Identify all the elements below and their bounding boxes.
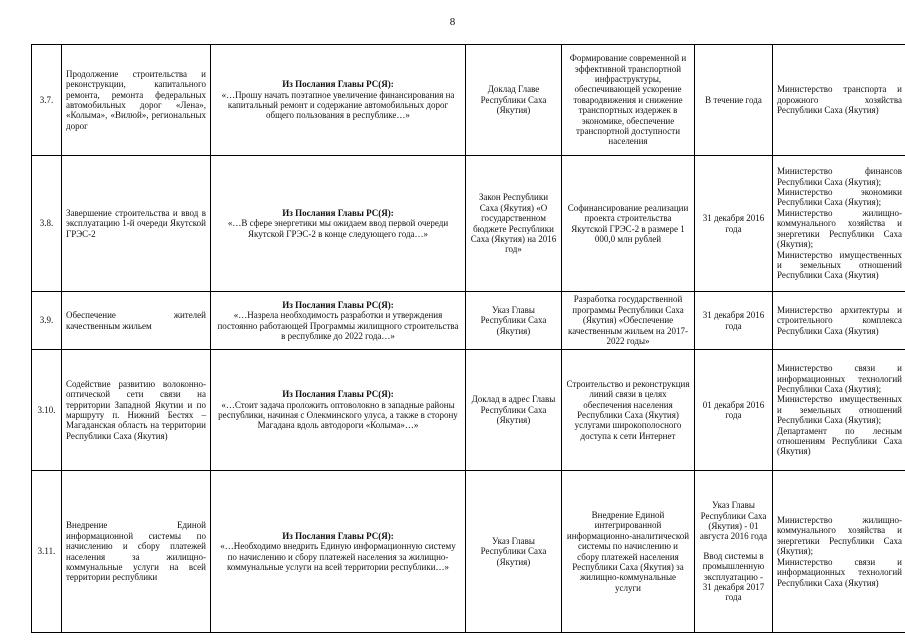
basis-cell: [211, 471, 466, 633]
basis-quote: «…Необходимо внедрить Единую информационную систему по начислению и сбору платежей населения за жилищно-коммунальные услуги на всей территории республики…»: [220, 541, 456, 572]
responsible-item: Министерство имущественных и земельных отношений Республики Саха (Якутия): [777, 249, 902, 281]
result-cell: Внедрение Единой интегрированной информационно-аналитической системы по начислению и сбору платежей населения Республики Саха (Якутия) за жилищно-коммунальные услуги: [562, 471, 695, 633]
responsible-cell: [773, 350, 905, 471]
responsible-item: Министерство жилищно-коммунального хозяйства и энергетики Республики Саха (Якутия);: [777, 207, 902, 250]
result-cell: Формирование современной и эффективной транспортной инфраструктуры, обеспечивающей ускорение товародвижения и снижение транспортных издержек в экономике, обеспечение транспортной доступности населения: [562, 45, 695, 156]
table-row: [32, 471, 905, 633]
row-number: 3.7.: [32, 45, 62, 156]
responsible-item: Министерство жилищно-коммунального хозяйства и энергетики Республики Саха (Якутия);: [777, 515, 902, 557]
result-cell: Софинансирование реализации проекта строительства Якутской ГРЭС-2 в размере 1 000,0 млн рублей: [562, 156, 695, 292]
deadline-cell: 31 декабря 2016 года: [695, 292, 773, 350]
deadline-cell: В течение года: [695, 45, 773, 156]
deadline-part: Указ Главы Республики Саха (Якутия) - 01 августа 2016 года: [699, 500, 768, 542]
basis-source: Из Послания Главы РС(Я):: [282, 207, 394, 218]
action-plan-table: [31, 44, 905, 633]
table-row: [32, 292, 905, 350]
document-cell: Доклад в адрес Главы Республики Саха (Якутия): [466, 350, 562, 471]
page-number: 8: [449, 16, 456, 28]
deadline-cell: 31 декабря 2016 года: [695, 156, 773, 292]
basis-quote: «…Стоит задача проложить оптоволокно в западные районы республики, начиная с Олекминского улуса, а также в сторону Магадана вдоль автодороги «Колыма»…»: [218, 399, 458, 431]
basis-cell: [211, 350, 466, 471]
task-cell: Содействие развитию волоконно-оптической сети связи на территории Западной Якутии и по маршруту п. Нижний Бестях – Магаданская область на территории Республики Саха (Якутия): [62, 350, 211, 471]
responsible-item: Министерство имущественных и земельных отношений Республики Саха (Якутия);: [777, 394, 902, 426]
responsible-cell: [773, 471, 905, 633]
task-cell: Внедрение Единой информационной системы по начислению и сбору платежей населения за жилищно-коммунальные услуги на всей территории республики: [62, 471, 211, 633]
basis-source: Из Послания Главы РС(Я):: [282, 299, 394, 310]
basis-quote: «…Назрела необходимость разработки и утверждения постоянно работающей Программы жилищного строительства в республике до 2022 года…»: [217, 310, 459, 341]
document-cell: Указ Главы Республики Саха (Якутия): [466, 471, 562, 633]
task-cell: Продолжение строительства и реконструкции, капитального ремонта, ремонта федеральных автомобильных дорог «Лена», «Колыма», «Вилюй», региональных дорог: [62, 45, 211, 156]
deadline-part: Ввод системы в промышленную эксплуатацию - 31 декабря 2017 года: [702, 550, 765, 603]
basis-cell: [211, 156, 466, 292]
table-row: [32, 350, 905, 471]
basis-cell: [211, 292, 466, 350]
responsible-item: Министерство связи и информационных технологий Республики Саха (Якутия): [777, 556, 902, 588]
row-number: 3.10.: [32, 350, 62, 471]
deadline-cell: 01 декабря 2016 года: [695, 350, 773, 471]
basis-source: Из Послания Главы РС(Я):: [282, 79, 394, 90]
document-cell: Указ Главы Республики Саха (Якутия): [466, 292, 562, 350]
responsible-cell: [773, 156, 905, 292]
responsible-cell: [773, 292, 905, 350]
basis-quote: «…Прошу начать поэтапное увеличение финансирования на капитальный ремонт и содержание автомобильных дорог общего пользования в республике…»: [221, 89, 455, 121]
table-row: [32, 45, 905, 156]
result-cell: Разработка государственной программы Республики Саха (Якутия) «Обеспечение качественным жильем на 2017-2022 годы»: [562, 292, 695, 350]
deadline-cell: [695, 471, 773, 633]
basis-source: Из Послания Главы РС(Я):: [282, 530, 394, 541]
basis-source: Из Послания Главы РС(Я):: [282, 389, 394, 400]
document-cell: Доклад Главе Республики Саха (Якутия): [466, 45, 562, 156]
table-row: [32, 156, 905, 292]
task-cell: Обеспечение жителей качественным жильем: [62, 292, 211, 350]
row-number: 3.8.: [32, 156, 62, 292]
responsible-item: Министерство финансов Республики Саха (Якутия);: [777, 166, 902, 187]
responsible-item: Министерство архитектуры и строительного комплекса Республики Саха (Якутия): [777, 304, 902, 336]
row-number: 3.9.: [32, 292, 62, 350]
responsible-item: Министерство связи и информационных технологий Республики Саха (Якутия);: [777, 363, 902, 394]
task-cell: Завершение строительства и ввод в эксплуатацию 1-й очереди Якутской ГРЭС-2: [62, 156, 211, 292]
document-cell: Закон Республики Саха (Якутия) «О государственном бюджете Республики Саха (Якутия) на 2016 год»: [466, 156, 562, 292]
basis-quote: «…В сфере энергетики мы ожидаем ввод первой очереди Якутской ГРЭС-2 в конце следующего года…»: [227, 218, 449, 239]
responsible-cell: [773, 45, 905, 156]
row-number: 3.11.: [32, 471, 62, 633]
responsible-item: Министерство экономики Республики Саха (Якутия);: [777, 187, 902, 208]
responsible-item: Департамент по лесным отношениям Республики Саха (Якутия): [777, 425, 902, 457]
responsible-item: Министерство транспорта и дорожного хозяйства Республики Саха (Якутия): [777, 84, 902, 116]
result-cell: Строительство и реконструкция линий связи в целях обеспечения населения Республики Саха (Якутия) услугами широкополосного доступа к сети Интернет: [562, 350, 695, 471]
basis-cell: [211, 45, 466, 156]
